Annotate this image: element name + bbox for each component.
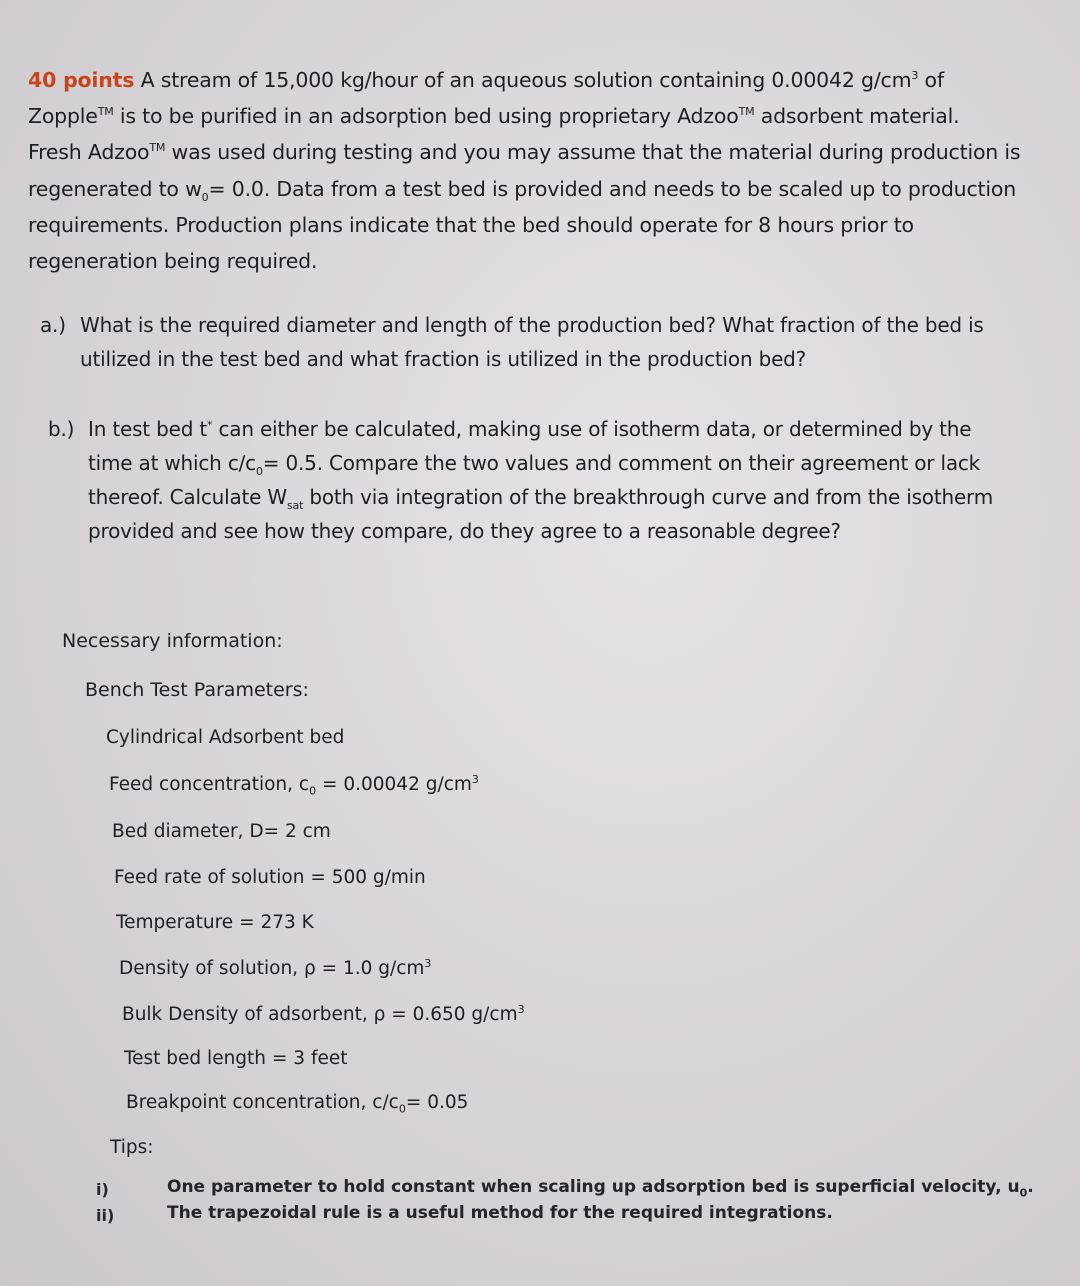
problem-line-5: requirements. Production plans indicate that the bed should operate for 8 hours prior to [28, 212, 914, 237]
question-a-line-2: utilized in the test bed and what fraction is utilized in the production bed? [80, 347, 807, 371]
question-a-label: a.) [40, 313, 66, 337]
question-a [40, 308, 1040, 378]
bulk-density: Bulk Density of adsorbent, ρ = 0.650 $g/cm^3$ [122, 1002, 525, 1025]
bench-test-heading: Bench Test Parameters: [85, 679, 309, 701]
problem-line-4: regenerated to $w_0= 0.0$. Data from a test bed is provided and needs to be scaled up to production [28, 176, 1017, 204]
breakpoint-concentration: Breakpoint concentration, $c/c_0= 0.05$ [126, 1092, 469, 1116]
problem-line-3: Fresh Adzoo™ was used during testing and you may assume that the material during production is [28, 140, 1021, 165]
question-b-label: b.) [48, 417, 75, 441]
question-a-line-1: What is the required diameter and length of the production bed? What fraction of the bed is [80, 313, 984, 337]
tips-heading: Tips: [110, 1137, 154, 1158]
question-b [48, 412, 1048, 552]
problem-line-1: 40 points A stream of 15,000 kg/hour of an aqueous solution containing 0.00042 $g/cm^3$ of [28, 68, 944, 92]
density-of-solution: Density of solution, ρ = 1.0 $g/cm^3$ [119, 956, 432, 979]
temperature: Temperature = 273 K [116, 912, 314, 933]
test-bed-length: Test bed length = 3 feet [124, 1048, 348, 1069]
feed-rate: Feed rate of solution = 500 g/min [114, 867, 426, 888]
question-b-line-4: provided and see how they compare, do they agree to a reasonable degree? [88, 519, 841, 543]
necessary-information-heading: Necessary information: [62, 630, 283, 652]
question-b-line-1: In test bed t* can either be calculated, making use of isotherm data, or determined by the [88, 417, 972, 441]
problem-statement [28, 62, 1038, 279]
bed-type: Cylindrical Adsorbent bed [106, 727, 345, 748]
bed-diameter: Bed diameter, D= 2 cm [112, 821, 331, 842]
feed-concentration: Feed concentration, $c_0 = 0.00042$ $g/cm^3$ [109, 772, 479, 798]
tip-1-text: One parameter to hold constant when scaling up adsorption bed is superficial velocity, $u_0$. [167, 1177, 1034, 1200]
tip-2-text: The trapezoidal rule is a useful method for the required integrations. [167, 1203, 833, 1223]
question-b-line-2: time at which $c/c_0= 0.5$. Compare the two values and comment on their agreement or lack [88, 451, 981, 478]
points-label: 40 points [28, 68, 135, 92]
problem-line-2: Zopple™ is to be purified in an adsorption bed using proprietary Adzoo™ adsorbent material. [28, 104, 960, 129]
tip-2-number: ii) [96, 1206, 115, 1225]
question-b-line-3: thereof. Calculate $W_{sat}$ both via integration of the breakthrough curve and from the isotherm [88, 485, 994, 512]
tip-1-number: i) [96, 1180, 109, 1199]
problem-line-6: regeneration being required. [28, 249, 318, 274]
